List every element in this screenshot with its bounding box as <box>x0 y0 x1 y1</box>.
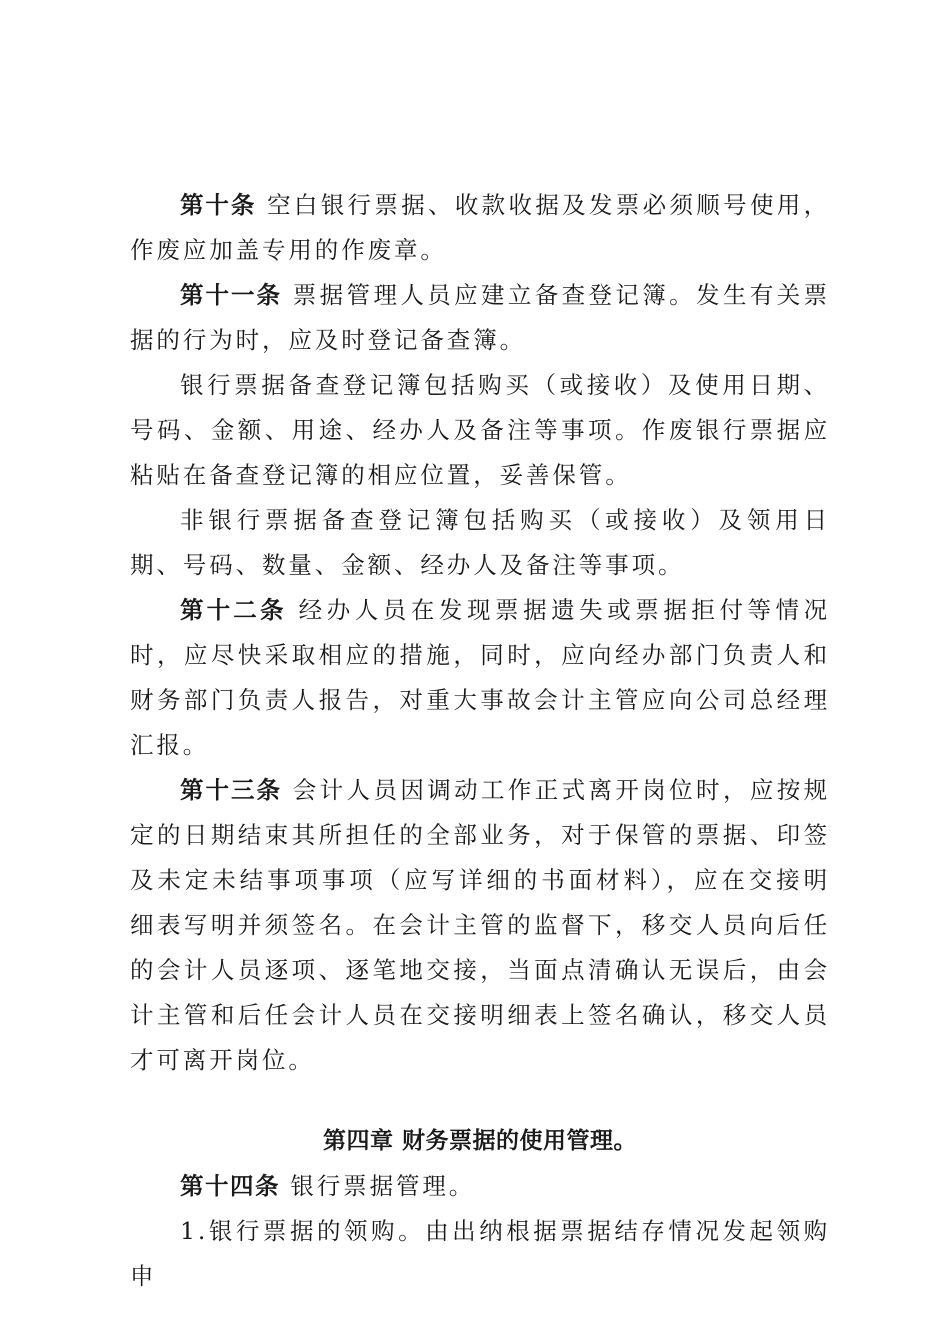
chapter-4-title: 第四章 财务票据的使用管理。 <box>322 1128 637 1154</box>
document-page <box>130 183 830 1299</box>
article-12 <box>130 588 830 768</box>
article-10-heading: 第十条 <box>180 191 257 219</box>
article-12-heading: 第十二条 <box>180 596 287 624</box>
article-10-text: 空白银行票据、收款收据及发票必须顺号使用，作废应加盖专用的作废章。 <box>130 191 830 264</box>
article-13-heading: 第十三条 <box>180 776 282 804</box>
article-11 <box>130 273 830 363</box>
article-12-text: 经办人员在发现票据遗失或票据拒付等情况时，应尽快采取相应的措施，同时，应向经办部门负责人和财务部门负责人报告，对重大事故会计主管应向公司总经理汇报。 <box>130 596 830 759</box>
article-10 <box>130 183 830 273</box>
article-13-text: 会计人员因调动工作正式离开岗位时，应按规定的日期结束其所担任的全部业务，对于保管的票据、印签及未定未结事项事项（应写详细的书面材料），应在交接明细表写明并须签名。在会计主管的监督下，移交人员向后任的会计人员逐项、逐笔地交接，当面点清确认无误后，由会计主管和后任会计人员在交接明细表上签名确认，移交人员才可离开岗位。 <box>130 776 830 1074</box>
article-14 <box>130 1164 830 1209</box>
article-14-text: 银行票据管理。 <box>280 1172 476 1200</box>
article-11-heading: 第十一条 <box>180 281 282 309</box>
article-13 <box>130 768 830 1083</box>
paragraph-nonbank-register: 非银行票据备查登记簿包括购买（或接收）及领用日期、号码、数量、金额、经办人及备注等事项。 <box>130 506 830 579</box>
item-1: 1.银行票据的领购。由出纳根据票据结存情况发起领购申 <box>130 1217 830 1290</box>
article-11-text: 票据管理人员应建立备查登记簿。发生有关票据的行为时，应及时登记备查簿。 <box>130 281 830 354</box>
paragraph-bank-register: 银行票据备查登记簿包括购买（或接收）及使用日期、号码、金额、用途、经办人及备注等事项。作废银行票据应粘贴在备查登记簿的相应位置，妥善保管。 <box>130 371 830 489</box>
article-14-heading: 第十四条 <box>180 1172 280 1200</box>
